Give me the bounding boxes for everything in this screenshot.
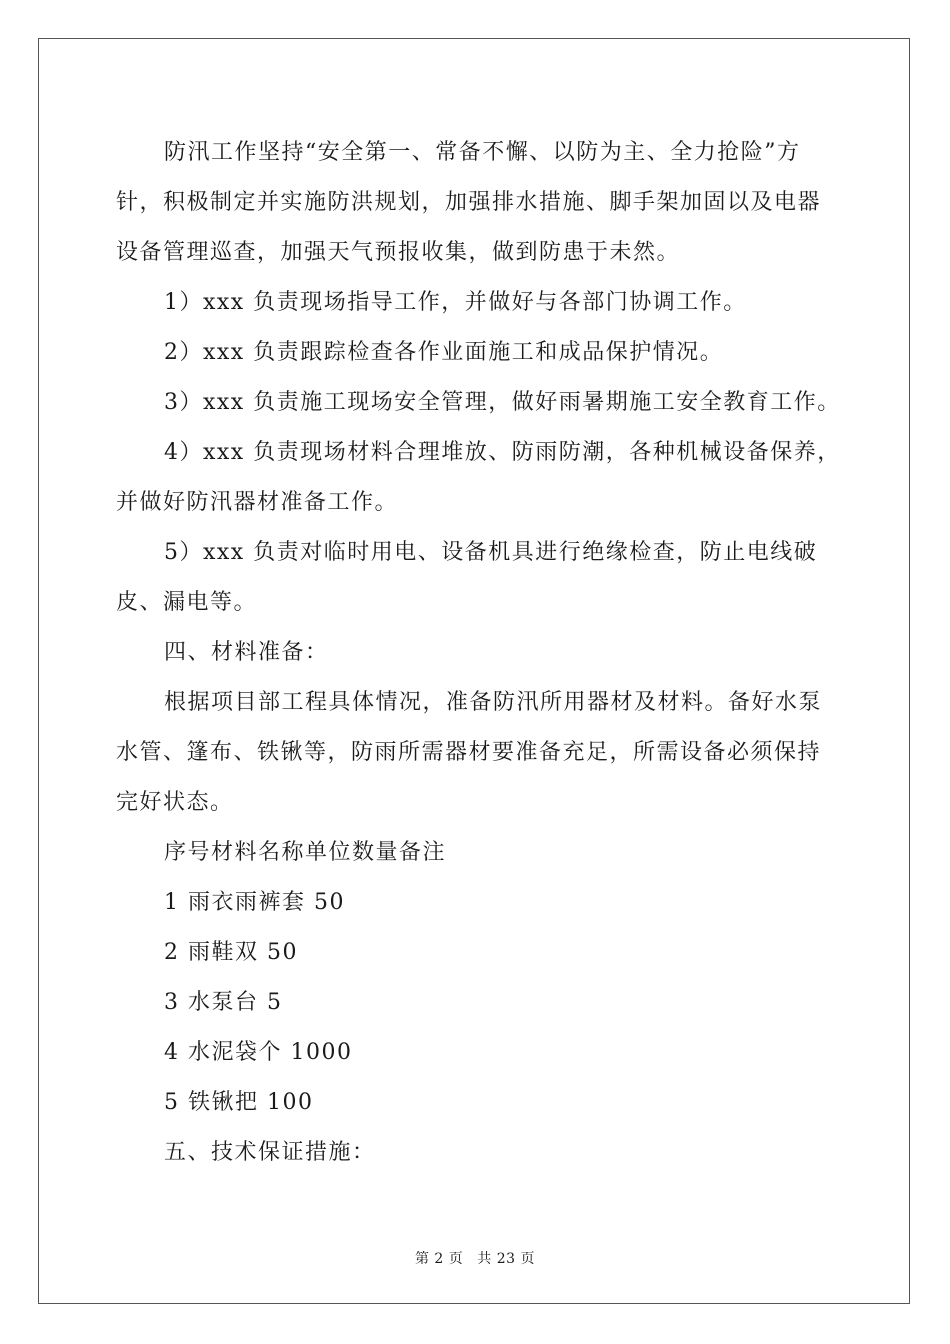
list-item: 4）xxx 负责现场材料合理堆放、防雨防潮，各种机械设备保养， bbox=[164, 440, 841, 465]
paragraph-line: 完好状态。 bbox=[116, 790, 234, 815]
paragraph-line: 设备管理巡查，加强天气预报收集，做到防患于未然。 bbox=[116, 240, 681, 265]
list-item: 1）xxx 负责现场指导工作，并做好与各部门协调工作。 bbox=[164, 290, 747, 315]
table-row-line: 2 雨鞋双 50 bbox=[164, 940, 298, 965]
page-number: 第 2 页 bbox=[414, 1251, 464, 1267]
document-body bbox=[116, 128, 841, 1178]
list-item: 3）xxx 负责施工现场安全管理，做好雨暑期施工安全教育工作。 bbox=[164, 390, 841, 415]
table-row-line: 4 水泥袋个 1000 bbox=[164, 1040, 353, 1065]
list-item: 5）xxx 负责对临时用电、设备机具进行绝缘检查，防止电线破 bbox=[164, 540, 818, 565]
paragraph-line: 并做好防汛器材准备工作。 bbox=[116, 490, 399, 515]
page-footer bbox=[0, 1248, 950, 1268]
paragraph-line: 针，积极制定并实施防洪规划，加强排水措施、脚手架加固以及电器 bbox=[116, 190, 822, 215]
list-item: 2）xxx 负责跟踪检查各作业面施工和成品保护情况。 bbox=[164, 340, 724, 365]
table-row-line: 3 水泵台 5 bbox=[164, 990, 283, 1015]
section-heading: 四、材料准备： bbox=[164, 640, 329, 665]
table-header-line: 序号材料名称单位数量备注 bbox=[164, 840, 447, 865]
table-row-line: 1 雨衣雨裤套 50 bbox=[164, 890, 345, 915]
paragraph-line: 皮、漏电等。 bbox=[116, 590, 258, 615]
paragraph-line: 水管、篷布、铁锹等，防雨所需器材要准备充足，所需设备必须保持 bbox=[116, 740, 822, 765]
page-total: 共 23 页 bbox=[477, 1251, 536, 1267]
section-heading: 五、技术保证措施： bbox=[164, 1140, 376, 1165]
paragraph-line: 根据项目部工程具体情况，准备防汛所用器材及材料。备好水泵 bbox=[164, 690, 823, 715]
paragraph-line: 防汛工作坚持“安全第一、常备不懈、以防为主、全力抢险”方 bbox=[164, 140, 801, 165]
table-row-line: 5 铁锹把 100 bbox=[164, 1090, 314, 1115]
